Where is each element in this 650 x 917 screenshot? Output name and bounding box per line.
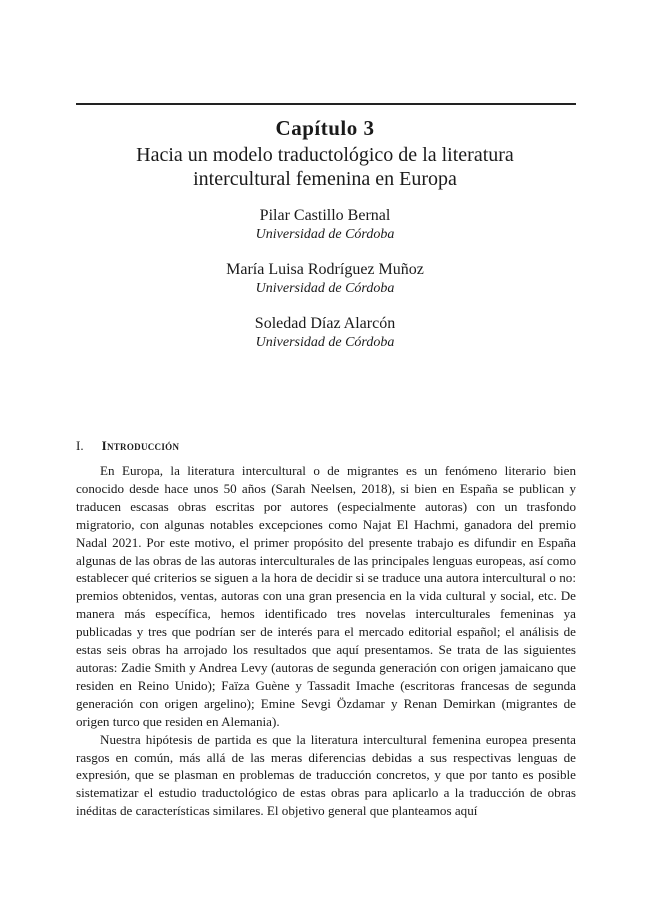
author-affiliation: Universidad de Córdoba (255, 227, 395, 242)
chapter-title (0, 143, 650, 191)
author-list (0, 206, 650, 368)
author-name: Soledad Díaz Alarcón (254, 315, 396, 332)
body-text (76, 462, 576, 820)
author-name: María Luisa Rodríguez Muñoz (226, 261, 424, 278)
author-affiliation: Universidad de Córdoba (255, 335, 395, 350)
author-block (0, 314, 650, 368)
author-affiliation: Universidad de Córdoba (255, 281, 395, 296)
chapter-title-line-1: Hacia un modelo traductológico de la literatura (136, 144, 514, 166)
author-block (0, 260, 650, 314)
section-heading (76, 438, 179, 454)
paragraph: En Europa, la literatura intercultural o de migrantes es un fenómeno literario bien conocido desde hace unos 50 años (Sarah Neelsen, 2018), si bien en España se publican y traducen escasas obras escritas por autores (especialmente autoras) con un trasfondo migratorio, con algunas notables excepciones como Najat El Hachmi, ganadora del premio Nadal 2021. Por este motivo, el primer propósito del presente trabajo es difundir en España algunas de las obras de las autoras interculturales de las principales lenguas europeas, así como establecer qué criterios se siguen a la hora de decidir si se traduce una autora intercultural o no: premios obtenidos, ventas, autoras con una gran presencia en la vida cultural y social, etc. De manera más específica, hemos identificado tres novelas interculturales femeninas ya publicadas y tres que podrían ser de interés para el mercado editorial español; el análisis de estas seis obras ha arrojado los resultados que aquí presentamos. Se trata de las siguientes autoras: Zadie Smith y Andrea Levy (autoras de segunda generación con origen jamaicano que residen en Reino Unido); Faïza Guène y Tassadit Imache (escritoras francesas de segunda generación con origen argelino); Emine Sevgi Özdamar y Renan Demirkan (migrantes de origen turco que residen en Alemania). (76, 463, 576, 729)
chapter-label: Capítulo 3 (275, 116, 375, 140)
chapter-title-line-2: intercultural femenina en Europa (193, 168, 457, 190)
paragraph: Nuestra hipótesis de partida es que la literatura intercultural femenina europea presenta rasgos en común, más allá de las meras diferencias debidas a sus respectivas lenguas de expresión, que se plasman en problemas de traducción concretos, y que por tanto es posible sistematizar el estudio traductológico de estas obras para aplicarlo a la traducción de obras inéditas de características similares. El objetivo general que planteamos aquí (76, 731, 576, 819)
author-name: Pilar Castillo Bernal (259, 207, 391, 224)
section-number: I. (76, 438, 84, 453)
top-rule (76, 103, 576, 105)
author-block (0, 206, 650, 260)
section-title: Introducción (101, 438, 180, 453)
